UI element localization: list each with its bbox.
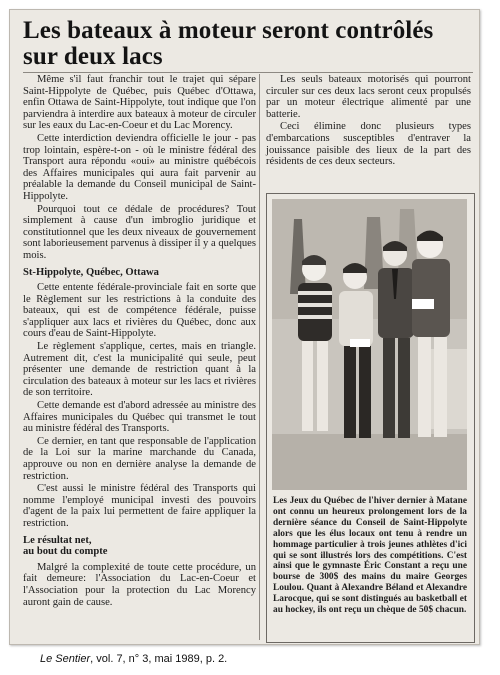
paragraph: Même s'il faut franchir tout le trajet qui sépare Saint-Hippolyte de Québec, puis Québec d'Ottawa, enfin Ottawa de Saint-Hippolyte, tout indique que l'on parviendra à interdire aux bateaux à moteur de circuler sur les eaux du Lac-en-Coeur et du Lac Morency. (23, 74, 256, 132)
article-headline: Les bateaux à moteur seront contrôlés sur deux lacs (23, 17, 434, 70)
citation-details: , vol. 7, n° 3, mai 1989, p. 2. (90, 653, 228, 665)
paragraph: Malgré la complexité de toute cette procédure, un fait demeure: l'Association du Lac-en-Coeur et l'Association pour la protection du Lac Morency auront gain de cause. (23, 561, 256, 608)
photo-caption: Les Jeux du Québec de l'hiver dernier à Matane ont connu un heureux prolongement lors de la dernière séance du Conseil de Saint-Hippolyte alors que les élus locaux ont tenu à rendre un hommage particulier à trois jeunes athlètes d'ici qui se sont illustrés lors des compétitions. C'est ainsi que le gymnaste Éric Constant a reçu une bourse de 300$ des mains du maire Georges Loulou. Quant à Alexandre Béland et Alexandre Larocque, qui se sont distingués au basketball et au hockey, ils ont reçu un chèque de 50$ chacun. (273, 496, 467, 616)
photo-box (266, 193, 475, 643)
column-divider (259, 74, 260, 640)
subheading: St-Hippolyte, Québec, Ottawa (23, 266, 159, 278)
headline-divider (23, 72, 473, 73)
paragraph: Cette demande est d'abord adressée au ministre des Affaires municipales du Québec qui transmet le tout au ministre fédéral des Transports. (23, 400, 256, 435)
paragraph: Cette entente fédérale-provinciale fait en sorte que le Règlement sur les restrictions à la conduite des bateaux, qui est de compétence fédérale, puisse s'appliquer aux lacs et rivières du Québec, donc aux cours d'eau de Saint-Hippolyte. (23, 282, 256, 340)
source-citation (40, 653, 227, 665)
journal-title: Le Sentier (40, 653, 91, 665)
paragraph: Cette interdiction deviendra officielle le jour - pas trop lointain, espère-t-on - où le ministre fédéral des Transport aura répondu «oui» au ministre québécois des Affaires municipales qui aura fait parvenir au préalable la demande du Conseil municipal de Saint-Hippolyte. (23, 132, 256, 202)
photo-illustration (272, 199, 467, 490)
subheading (23, 535, 256, 558)
left-column (23, 74, 256, 609)
paragraph: Le règlement s'applique, certes, mais en triangle. Autrement dit, c'est la municipalité qui seule, peut présenter une demande de restriction quant à la circulation des bateaux à moteur sur les lacs et rivières de son territoire. (23, 341, 256, 399)
photo (272, 199, 467, 490)
paragraph: C'est aussi le ministre fédéral des Transports qui nomme l'employé municipal investi des pouvoirs d'agent de la paix lui permettent de faire appliquer la restriction. (23, 483, 256, 529)
newspaper-clipping (9, 9, 480, 645)
paragraph: Pourquoi tout ce dédale de procédures? Tout simplement à cause d'un imbroglio juridique et constitutionnel que les deux niveaux de gouvernement sont laborieusement parvenus à dissiper il y a quelques mois. (23, 203, 257, 261)
right-column (266, 74, 471, 169)
subheading-line: Le résultat net, (23, 534, 92, 546)
paragraph: Ce dernier, en tant que responsable de l'application de la Loi sur la marine marchande du Canada, approuve ou non en dernière analyse la demande de restriction. (23, 435, 256, 482)
subheading-line: au bout du compte (23, 546, 108, 558)
paragraph: Ceci élimine donc plusieurs types d'embarcations susceptibles d'entraver la jouissance paisible des lieux de la part des résidents de ces deux secteurs. (266, 121, 471, 168)
paragraph: Les seuls bateaux motorisés qui pourront circuler sur ces deux lacs seront ceux propulsés par un moteur électrique alimenté par une batterie. (266, 74, 471, 120)
